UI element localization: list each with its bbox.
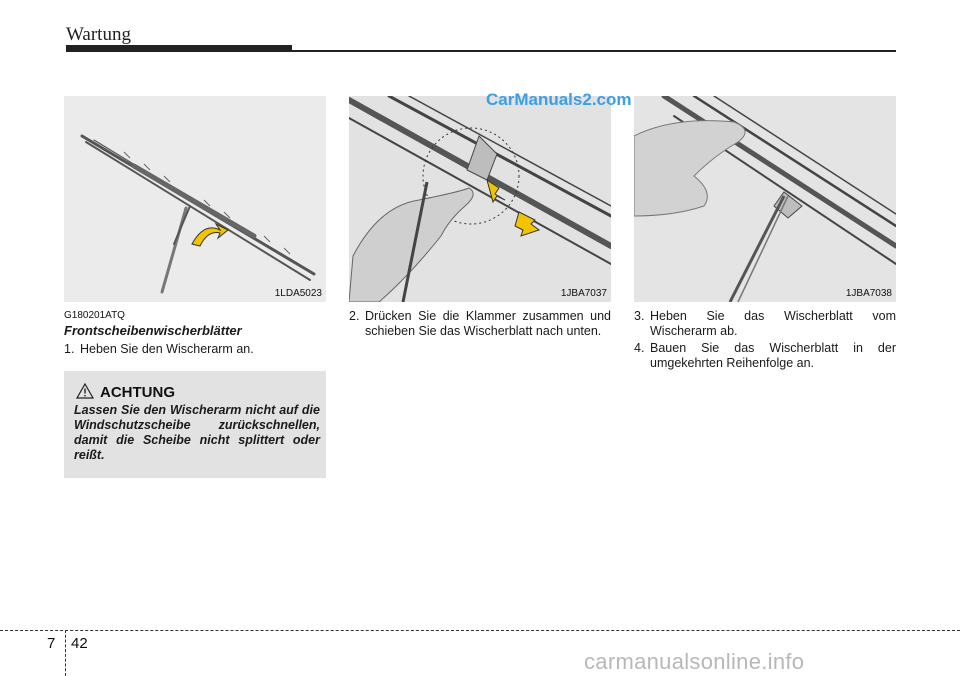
footer-rule xyxy=(0,630,960,631)
blade-removal-illustration xyxy=(634,96,896,302)
footer-brand[interactable]: carmanualsonline.info xyxy=(584,649,805,674)
footer-divider xyxy=(65,630,66,676)
step-text: Heben Sie den Wischerarm an. xyxy=(80,342,254,356)
step-number: 2. xyxy=(349,309,360,323)
step-number: 1. xyxy=(64,342,75,356)
figure-lift-wiper-arm xyxy=(64,96,326,302)
caution-text: Lassen Sie den Wischerarm nicht auf die Windschutzscheibe zurückschnellen, damit die Scheibe nicht splittert oder reißt. xyxy=(74,403,320,462)
page-header-title: Wartung xyxy=(66,24,131,45)
figure-remove-blade xyxy=(634,96,896,302)
figure-code: 1JBA7038 xyxy=(845,288,892,299)
header-rule xyxy=(66,50,896,52)
step-text: Bauen Sie das Wischerblatt in der umgekehrten Reihenfolge an. xyxy=(650,341,896,370)
step-number: 3. xyxy=(634,309,645,323)
step-text: Drücken Sie die Klammer zusammen und schieben Sie das Wischerblatt nach unten. xyxy=(365,309,611,338)
figure-code: 1JBA7037 xyxy=(560,288,607,299)
clip-release-illustration xyxy=(349,96,611,302)
figure-code: 1LDA5023 xyxy=(274,288,322,299)
figure-press-clip xyxy=(349,96,611,302)
page-number: 42 xyxy=(71,635,88,652)
lift-arrow-icon xyxy=(192,224,228,246)
chapter-number: 7 xyxy=(47,635,56,652)
warning-triangle-icon xyxy=(76,383,94,399)
section-title: Frontscheibenwischerblätter xyxy=(64,323,242,338)
watermark: CarManuals2.com xyxy=(486,90,632,109)
section-ref-code: G180201ATQ xyxy=(64,310,125,321)
step-text: Heben Sie das Wischerblatt vom Wischerarm ab. xyxy=(650,309,896,338)
step-number: 4. xyxy=(634,341,645,355)
slide-arrow-icon xyxy=(515,212,539,236)
caution-box xyxy=(64,371,326,478)
wiper-arm-illustration xyxy=(64,96,326,302)
caution-title: ACHTUNG xyxy=(100,384,175,401)
